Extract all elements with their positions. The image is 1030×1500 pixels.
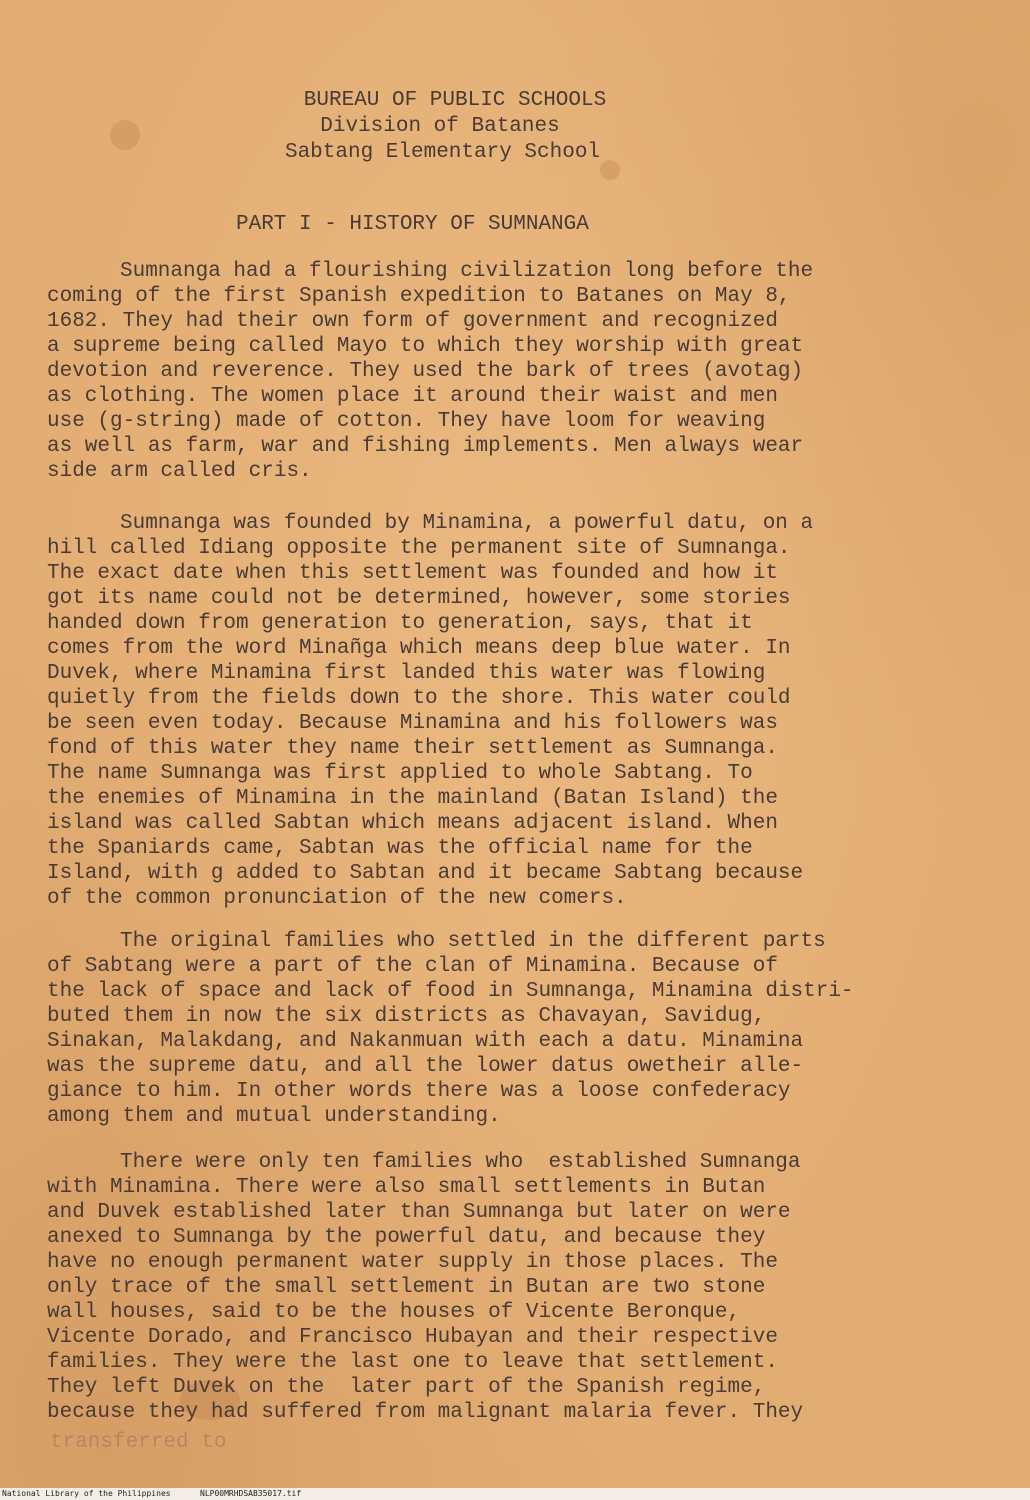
text-line: use (g-string) made of cotton. They have loom for weaving [47, 410, 766, 433]
text-line: Sumnanga was founded by Minamina, a powerful datu, on a [120, 512, 814, 535]
footer-library: National Library of the Philippines [2, 1489, 171, 1498]
header-school: Sabtang Elementary School [284, 141, 601, 164]
text-line: The exact date when this settlement was founded and how it [47, 562, 778, 585]
text-line: Duvek, where Minamina first landed this water was flowing [47, 662, 766, 685]
text-line: as clothing. The women place it around their waist and men [47, 385, 778, 408]
paragraph-2 [47, 511, 997, 911]
text-line: giance to him. In other words there was a loose confederacy [47, 1080, 791, 1103]
text-line: wall houses, said to be the houses of Vicente Beronque, [47, 1301, 741, 1324]
text-line: 1682. They had their own form of government and recognized [47, 310, 778, 333]
text-line: buted them in now the six districts as Chavayan, Savidug, [47, 1005, 766, 1028]
text-line: only trace of the small settlement in Butan are two stone [47, 1276, 766, 1299]
text-line: of the common pronunciation of the new comers. [47, 887, 627, 910]
text-line: the lack of space and lack of food in Sumnanga, Minamina distri- [47, 980, 854, 1003]
text-line: The name Sumnanga was first applied to whole Sabtang. To [47, 762, 753, 785]
text-line: got its name could not be determined, however, some stories [47, 587, 791, 610]
header-division: Division of Batanes [320, 115, 560, 138]
text-line: the enemies of Minamina in the mainland (Batan Island) the [47, 787, 778, 810]
text-line: island was called Sabtan which means adjacent island. When [47, 812, 778, 835]
text-line: quietly from the fields down to the shore. This water could [47, 687, 791, 710]
text-line: handed down from generation to generation, says, that it [47, 612, 753, 635]
text-line: the Spaniards came, Sabtan was the official name for the [47, 837, 753, 860]
scan-footer [0, 1488, 1030, 1500]
text-line: and Duvek established later than Sumnanga but later on were [47, 1201, 791, 1224]
faded-text-line: transferred to [50, 1431, 227, 1454]
text-line: coming of the first Spanish expedition to Batanes on May 8, [47, 285, 791, 308]
text-line: There were only ten families who established Sumnanga [120, 1151, 801, 1174]
paragraph-3 [47, 929, 997, 1129]
text-line: devotion and reverence. They used the bark of trees (avotag) [47, 360, 804, 383]
header-bureau: BUREAU OF PUBLIC SCHOOLS [303, 89, 607, 112]
text-line: side arm called cris. [47, 460, 312, 483]
text-line: among them and mutual understanding. [47, 1105, 501, 1128]
text-line: fond of this water they name their settlement as Sumnanga. [47, 737, 778, 760]
footer-filename: NLP00MRHDSAB35017.tif [200, 1489, 302, 1498]
text-line: as well as farm, war and fishing implements. Men always wear [47, 435, 804, 458]
paragraph-4 [47, 1150, 997, 1425]
paragraph-1 [47, 259, 997, 484]
text-line: have no enough permanent water supply in those places. The [47, 1251, 778, 1274]
text-line: They left Duvek on the later part of the Spanish regime, [47, 1376, 766, 1399]
text-line: Sinakan, Malakdang, and Nakanmuan with each a datu. Minamina [47, 1030, 804, 1053]
document-header [0, 88, 1030, 166]
text-line: anexed to Sumnanga by the powerful datu, and because they [47, 1226, 766, 1249]
text-line: The original families who settled in the different parts [120, 930, 826, 953]
text-line: Sumnanga had a flourishing civilization long before the [120, 260, 814, 283]
text-line: be seen even today. Because Minamina and his followers was [47, 712, 778, 735]
part-title: PART I - HISTORY OF SUMNANGA [236, 213, 589, 236]
text-line: Island, with g added to Sabtan and it became Sabtang because [47, 862, 804, 885]
text-line: hill called Idiang opposite the permanent site of Sumnanga. [47, 537, 791, 560]
text-line: was the supreme datu, and all the lower datus owetheir alle- [47, 1055, 804, 1078]
text-line: families. They were the last one to leave that settlement. [47, 1351, 778, 1374]
text-line: Vicente Dorado, and Francisco Hubayan and their respective [47, 1326, 778, 1349]
text-line: comes from the word Minañga which means deep blue water. In [47, 637, 791, 660]
text-line: of Sabtang were a part of the clan of Minamina. Because of [47, 955, 778, 978]
text-line: with Minamina. There were also small settlements in Butan [47, 1176, 766, 1199]
text-line: a supreme being called Mayo to which they worship with great [47, 335, 804, 358]
text-line: because they had suffered from malignant malaria fever. They [47, 1401, 804, 1424]
